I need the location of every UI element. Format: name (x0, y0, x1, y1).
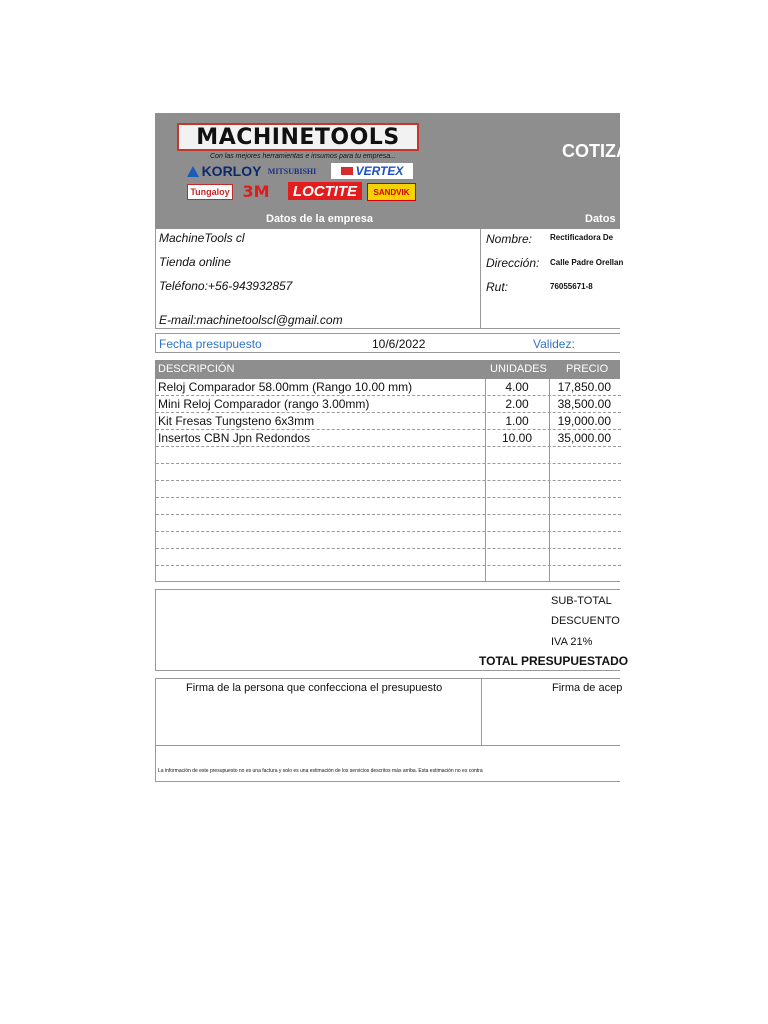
table-row (156, 430, 621, 447)
preparer-signature-label: Firma de la persona que confecciona el presupuesto (186, 682, 443, 694)
empty-row (156, 515, 621, 532)
row-description: Mini Reloj Comparador (rango 3.00mm) (158, 397, 370, 411)
company-phone: Teléfono:+56-943932857 (159, 279, 293, 293)
company-section-label: Datos de la empresa (266, 213, 373, 225)
loctite-logo: LOCTITE (288, 182, 362, 200)
company-email: E-mail:machinetoolscl@gmail.com (159, 313, 343, 327)
items-table (155, 379, 620, 582)
empty-row (156, 464, 621, 481)
price-header: PRECIO (566, 363, 609, 375)
disclaimer-text: La información de este presupuesto no es una factura y solo es una estimación de los servicios descritos más arriba. Esta estimación no es contra (158, 768, 483, 774)
table-row (156, 413, 621, 430)
3m-logo: 3M (242, 181, 270, 201)
table-row (156, 379, 621, 396)
machinetools-logo (177, 123, 419, 151)
client-section-label: Datos (585, 213, 616, 225)
date-row (155, 333, 620, 353)
subtotal-label: SUB-TOTAL (551, 595, 612, 607)
tungaloy-logo: Tungaloy (187, 184, 233, 200)
header-band (155, 113, 629, 229)
row-price: 35,000.00 (557, 431, 611, 445)
logo-text: MACHINETOOLS (196, 124, 400, 150)
quotation-sheet (155, 113, 629, 783)
empty-row (156, 566, 621, 583)
company-info (155, 229, 481, 329)
acceptance-signature-label: Firma de acep (552, 682, 623, 694)
row-units: 4.00 (505, 380, 529, 394)
client-address-label: Dirección: (486, 256, 540, 270)
empty-row (156, 549, 621, 566)
row-description: Kit Fresas Tungsteno 6x3mm (158, 414, 315, 428)
row-units: 10.00 (501, 431, 533, 445)
slogan: Con las mejores herramientas e insumos para tu empresa... (210, 153, 396, 160)
client-address-value: Calle Padre Orellan (550, 258, 624, 267)
validity-label: Validez: (533, 337, 575, 351)
signature-box (155, 678, 623, 746)
client-name-label: Nombre: (486, 232, 533, 246)
empty-row (156, 481, 621, 498)
client-rut-value: 76055671-8 (550, 282, 593, 291)
client-name-value: Rectificadora De (550, 233, 614, 242)
row-price: 17,850.00 (557, 380, 611, 394)
row-description: Insertos CBN Jpn Redondos (158, 431, 311, 445)
empty-row (156, 532, 621, 549)
empty-row (156, 498, 621, 515)
row-description: Reloj Comparador 58.00mm (Rango 10.00 mm) (158, 380, 413, 394)
units-header: UNIDADES (490, 363, 547, 375)
client-info (481, 229, 624, 329)
date-label: Fecha presupuesto (159, 337, 262, 351)
document-title: COTIZA (562, 141, 629, 161)
client-rut-label: Rut: (486, 280, 509, 294)
sandvik-logo: SANDVIK (367, 183, 416, 201)
totals-box (155, 589, 629, 671)
date-value: 10/6/2022 (372, 337, 426, 351)
company-store: Tienda online (159, 255, 231, 269)
korloy-triangle-icon (187, 166, 199, 177)
discount-label: DESCUENTO (551, 615, 620, 627)
mitsubishi-logo: MITSUBISHI (267, 166, 317, 176)
signature-divider (481, 679, 482, 745)
total-label: TOTAL PRESUPUESTADO (479, 654, 629, 668)
row-price: 19,000.00 (557, 414, 611, 428)
table-header (155, 360, 620, 379)
row-units: 1.00 (505, 414, 529, 428)
row-price: 38,500.00 (557, 397, 611, 411)
empty-row (156, 447, 621, 464)
iva-label: IVA 21% (551, 636, 593, 648)
table-row (156, 396, 621, 413)
vertex-mark-icon (341, 167, 353, 175)
description-header: DESCRIPCIÓN (158, 363, 235, 375)
korloy-logo: KORLOY (187, 163, 261, 179)
row-units: 2.00 (505, 397, 529, 411)
vertex-logo: VERTEX (331, 163, 413, 179)
company-name: MachineTools cl (159, 231, 245, 245)
disclaimer-box (155, 746, 620, 782)
